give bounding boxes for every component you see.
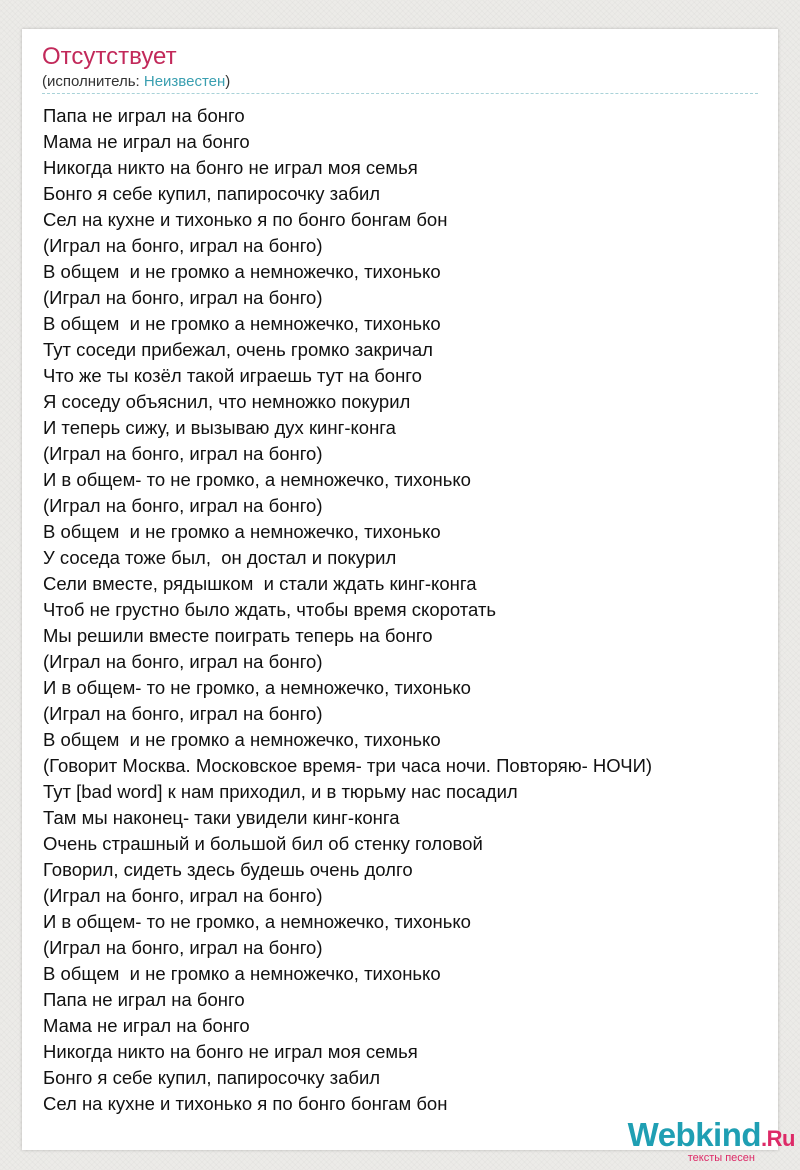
- lyric-line: В общем и не громко а немножечко, тихонько: [43, 963, 441, 984]
- lyric-line: Сели вместе, рядышком и стали ждать кинг-конга: [43, 573, 477, 594]
- lyric-line: Сел на кухне и тихонько я по бонго бонгам бон: [43, 209, 448, 230]
- lyric-line: В общем и не громко а немножечко, тихонько: [43, 261, 441, 282]
- lyric-line: (Играл на бонго, играл на бонго): [43, 235, 323, 256]
- lyric-line: Папа не играл на бонго: [43, 105, 245, 126]
- lyric-line: (Играл на бонго, играл на бонго): [43, 287, 323, 308]
- lyric-line: Говорил, сидеть здесь будешь очень долго: [43, 859, 413, 880]
- lyric-line: У соседа тоже был, он достал и покурил: [43, 547, 397, 568]
- song-title: Отсутствует: [42, 43, 177, 70]
- lyric-line: Мама не играл на бонго: [43, 131, 250, 152]
- lyric-line: Бонго я себе купил, папиросочку забил: [43, 183, 381, 204]
- lyric-line: Что же ты козёл такой играешь тут на бонго: [43, 365, 422, 386]
- watermark-tagline: тексты песен: [687, 1152, 755, 1164]
- lyrics-list: [43, 103, 763, 1117]
- lyric-line: Я соседу объяснил, что немножко покурил: [43, 391, 411, 412]
- lyrics-card: [22, 29, 778, 1150]
- lyric-line: Тут [bad word] к нам приходил, и в тюрьму нас посадил: [43, 781, 518, 802]
- lyric-line: И в общем- то не громко, а немножечко, тихонько: [43, 469, 471, 490]
- lyric-line: (Играл на бонго, играл на бонго): [43, 937, 323, 958]
- lyric-line: В общем и не громко а немножечко, тихонько: [43, 313, 441, 334]
- lyric-line: Бонго я себе купил, папиросочку забил: [43, 1067, 381, 1088]
- artist-line: [42, 73, 230, 91]
- lyric-line: (Играл на бонго, играл на бонго): [43, 443, 323, 464]
- lyric-line: (Играл на бонго, играл на бонго): [43, 651, 323, 672]
- watermark-logo: [628, 1118, 795, 1164]
- watermark-brand-main: Webkind: [627, 1116, 762, 1153]
- watermark-brand-tld: .Ru: [761, 1126, 795, 1151]
- artist-prefix: (исполнитель:: [42, 73, 144, 90]
- lyric-line: Там мы наконец- таки увидели кинг-конга: [43, 807, 400, 828]
- lyric-line: В общем и не громко а немножечко, тихонько: [43, 521, 441, 542]
- lyric-line: (Говорит Москва. Московское время- три часа ночи. Повторяю- НОЧИ): [43, 755, 653, 776]
- artist-suffix: ): [225, 73, 231, 90]
- lyric-line: (Играл на бонго, играл на бонго): [43, 885, 323, 906]
- lyric-line: (Играл на бонго, играл на бонго): [43, 495, 323, 516]
- header-divider: [42, 93, 758, 94]
- lyric-line: Никогда никто на бонго не играл моя семья: [43, 1041, 418, 1062]
- lyric-line: И в общем- то не громко, а немножечко, тихонько: [43, 677, 471, 698]
- watermark-brand: [628, 1118, 795, 1156]
- lyric-line: (Играл на бонго, играл на бонго): [43, 703, 323, 724]
- lyric-line: И в общем- то не громко, а немножечко, тихонько: [43, 911, 471, 932]
- artist-link[interactable]: Неизвестен: [143, 73, 226, 90]
- lyric-line: Очень страшный и большой бил об стенку головой: [43, 833, 483, 854]
- lyric-line: Папа не играл на бонго: [43, 989, 245, 1010]
- lyric-line: Чтоб не грустно было ждать, чтобы время скоротать: [43, 599, 497, 620]
- lyric-line: В общем и не громко а немножечко, тихонько: [43, 729, 441, 750]
- lyric-line: Сел на кухне и тихонько я по бонго бонгам бон: [43, 1093, 448, 1114]
- lyric-line: Никогда никто на бонго не играл моя семья: [43, 157, 418, 178]
- lyric-line: Мы решили вместе поиграть теперь на бонго: [43, 625, 433, 646]
- lyric-line: Мама не играл на бонго: [43, 1015, 250, 1036]
- lyric-line: Тут соседи прибежал, очень громко закричал: [43, 339, 433, 360]
- lyric-line: И теперь сижу, и вызываю дух кинг-конга: [43, 417, 396, 438]
